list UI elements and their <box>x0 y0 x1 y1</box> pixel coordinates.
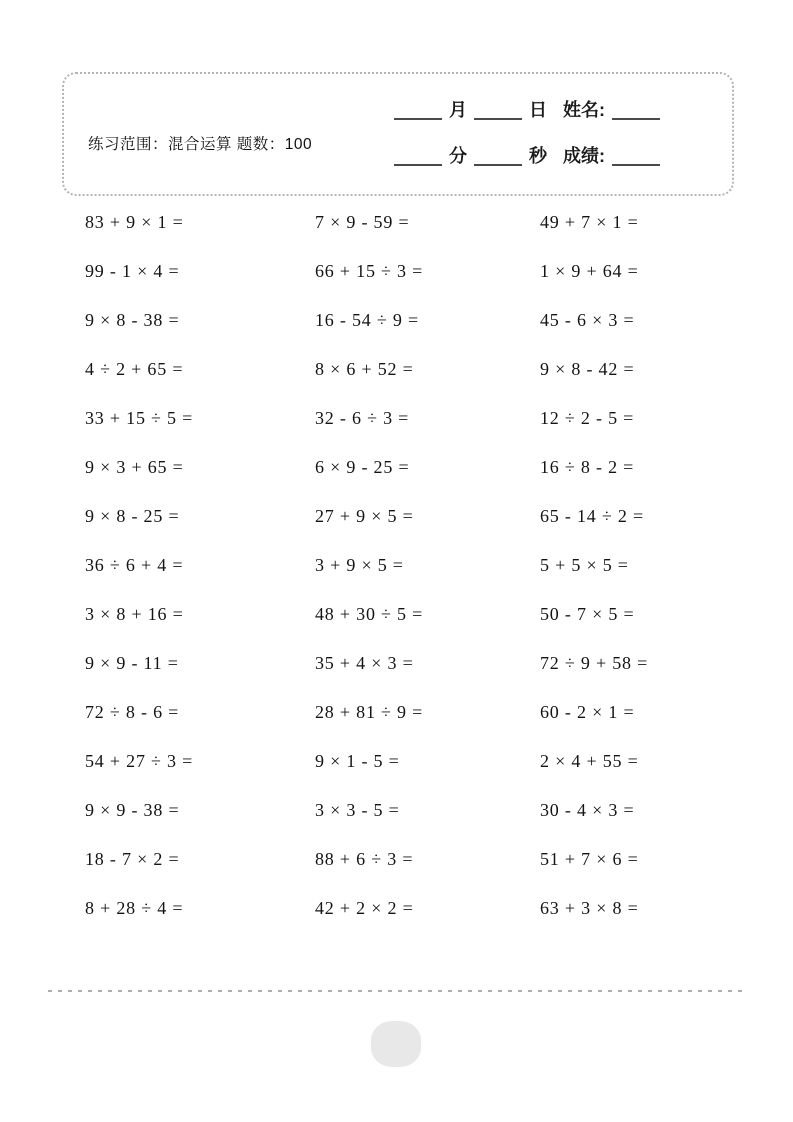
problem: 9 × 8 - 38 = <box>85 310 180 330</box>
problem: 28 + 81 ÷ 9 = <box>315 702 424 722</box>
problem: 54 + 27 ÷ 3 = <box>85 751 194 771</box>
problem: 72 ÷ 9 + 58 = <box>540 653 649 673</box>
minute-label: 分 <box>449 146 467 166</box>
problem: 2 × 4 + 55 = <box>540 751 639 771</box>
problem: 83 + 9 × 1 = <box>85 212 184 232</box>
problem: 3 × 3 - 5 = <box>315 800 400 820</box>
problem: 9 × 9 - 38 = <box>85 800 180 820</box>
problem: 36 ÷ 6 + 4 = <box>85 555 184 575</box>
name-label: 姓名: <box>563 100 605 120</box>
month-blank <box>394 103 442 120</box>
problem: 33 + 15 ÷ 5 = <box>85 408 194 428</box>
problem: 48 + 30 ÷ 5 = <box>315 604 424 624</box>
day-label: 日 <box>529 100 547 120</box>
problem: 35 + 4 × 3 = <box>315 653 414 673</box>
problem: 1 × 9 + 64 = <box>540 261 639 281</box>
problem: 6 × 9 - 25 = <box>315 457 410 477</box>
problem: 8 + 28 ÷ 4 = <box>85 898 184 918</box>
header-fill-area <box>394 74 718 194</box>
score-blank <box>612 149 660 166</box>
problem: 27 + 9 × 5 = <box>315 506 414 526</box>
problem: 50 - 7 × 5 = <box>540 604 635 624</box>
problem: 3 × 8 + 16 = <box>85 604 184 624</box>
month-label: 月 <box>449 100 467 120</box>
problem: 49 + 7 × 1 = <box>540 212 639 232</box>
problem: 45 - 6 × 3 = <box>540 310 635 330</box>
day-blank <box>474 103 522 120</box>
problem: 9 × 9 - 11 = <box>85 653 179 673</box>
name-blank <box>612 103 660 120</box>
problem: 60 - 2 × 1 = <box>540 702 635 722</box>
problem: 18 - 7 × 2 = <box>85 849 180 869</box>
second-label: 秒 <box>529 146 547 166</box>
problem: 51 + 7 × 6 = <box>540 849 639 869</box>
second-blank <box>474 149 522 166</box>
problem: 63 + 3 × 8 = <box>540 898 639 918</box>
problem: 9 × 1 - 5 = <box>315 751 400 771</box>
score-label: 成绩: <box>563 146 605 166</box>
problem: 12 ÷ 2 - 5 = <box>540 408 635 428</box>
header-box <box>62 72 734 196</box>
problem: 16 - 54 ÷ 9 = <box>315 310 419 330</box>
problem: 32 - 6 ÷ 3 = <box>315 408 410 428</box>
problem: 7 × 9 - 59 = <box>315 212 410 232</box>
problem: 4 ÷ 2 + 65 = <box>85 359 184 379</box>
problem: 88 + 6 ÷ 3 = <box>315 849 414 869</box>
problem: 66 + 15 ÷ 3 = <box>315 261 424 281</box>
problem: 9 × 3 + 65 = <box>85 457 184 477</box>
practice-scope-label: 练习范围：混合运算 题数：100 <box>88 136 313 153</box>
minute-blank <box>394 149 442 166</box>
problem: 30 - 4 × 3 = <box>540 800 635 820</box>
problem: 42 + 2 × 2 = <box>315 898 414 918</box>
problem: 16 ÷ 8 - 2 = <box>540 457 635 477</box>
problem: 72 ÷ 8 - 6 = <box>85 702 180 722</box>
time-score-line <box>394 146 718 166</box>
problem-column-2 <box>315 198 423 933</box>
problem: 99 - 1 × 4 = <box>85 261 180 281</box>
problem-column-1 <box>85 198 193 933</box>
problem: 9 × 8 - 42 = <box>540 359 635 379</box>
problem-grid <box>0 198 793 933</box>
problem-column-3 <box>540 198 648 933</box>
problem: 3 + 9 × 5 = <box>315 555 404 575</box>
problem: 8 × 6 + 52 = <box>315 359 414 379</box>
problem: 9 × 8 - 25 = <box>85 506 180 526</box>
cut-line <box>48 990 746 992</box>
page-thumb-blob <box>371 1021 421 1067</box>
problem: 65 - 14 ÷ 2 = <box>540 506 644 526</box>
date-name-line <box>394 100 718 120</box>
problem: 5 + 5 × 5 = <box>540 555 629 575</box>
